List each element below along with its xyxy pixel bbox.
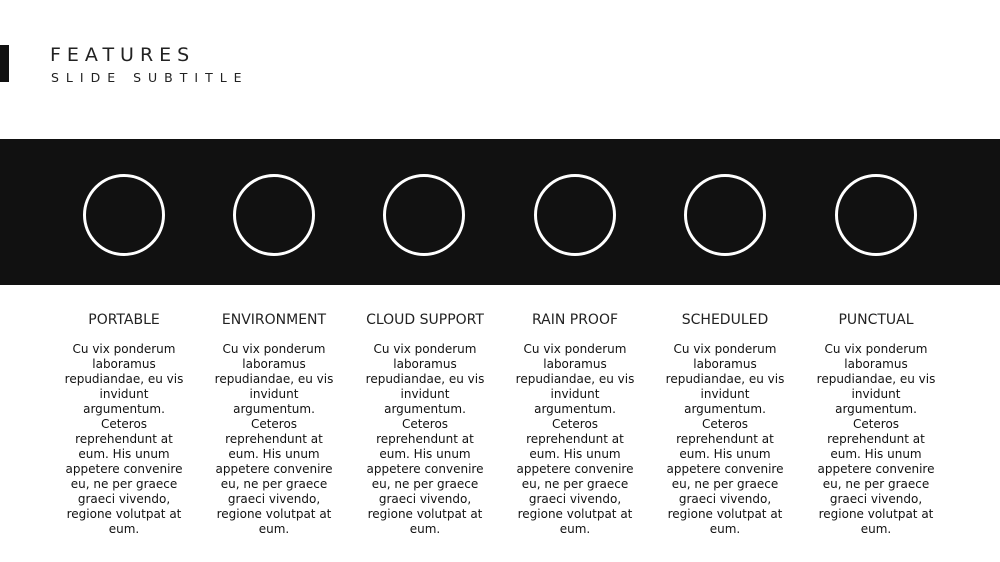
feature-environment: [209, 311, 339, 537]
feature-scheduled: [660, 311, 790, 537]
title-accent-bar: [0, 45, 9, 82]
feature-description: Cu vix ponderum laboramus repudiandae, eu vis invidunt argumentum. Ceteros reprehendunt at eum. His unum appetere convenire eu, ne per graece graeci vivendo, regione volutpat at eum.: [64, 342, 184, 536]
slide-subtitle: SLIDE SUBTITLE: [51, 70, 249, 85]
feature-description: Cu vix ponderum laboramus repudiandae, eu vis invidunt argumentum. Ceteros reprehendunt at eum. His unum appetere convenire eu, ne per graece graeci vivendo, regione volutpat at eum.: [816, 342, 936, 536]
feature-description: Cu vix ponderum laboramus repudiandae, eu vis invidunt argumentum. Ceteros reprehendunt at eum. His unum appetere convenire eu, ne per graece graeci vivendo, regione volutpat at eum.: [515, 342, 635, 536]
feature-description: Cu vix ponderum laboramus repudiandae, eu vis invidunt argumentum. Ceteros reprehendunt at eum. His unum appetere convenire eu, ne per graece graeci vivendo, regione volutpat at eum.: [214, 342, 334, 536]
feature-circle-icon: [83, 174, 165, 256]
icon-band: [0, 139, 1000, 285]
feature-title: RAIN PROOF: [531, 312, 619, 328]
feature-circle-icon: [383, 174, 465, 256]
feature-circle-icon: [684, 174, 766, 256]
feature-portable: [59, 311, 189, 537]
feature-punctual: [811, 311, 941, 537]
feature-circle-icon: [233, 174, 315, 256]
feature-rain-proof: [510, 311, 640, 537]
slide-title: FEATURES: [50, 44, 196, 66]
feature-circle-icon: [534, 174, 616, 256]
feature-title: PORTABLE: [88, 312, 160, 328]
feature-title: ENVIRONMENT: [221, 312, 327, 328]
feature-title: CLOUD SUPPORT: [366, 312, 484, 328]
feature-title: SCHEDULED: [681, 312, 769, 328]
feature-circle-icon: [835, 174, 917, 256]
feature-title: PUNCTUAL: [838, 312, 914, 328]
feature-description: Cu vix ponderum laboramus repudiandae, eu vis invidunt argumentum. Ceteros reprehendunt at eum. His unum appetere convenire eu, ne per graece graeci vivendo, regione volutpat at eum.: [665, 342, 785, 536]
feature-cloud-support: [360, 311, 490, 537]
feature-description: Cu vix ponderum laboramus repudiandae, eu vis invidunt argumentum. Ceteros reprehendunt at eum. His unum appetere convenire eu, ne per graece graeci vivendo, regione volutpat at eum.: [365, 342, 485, 536]
